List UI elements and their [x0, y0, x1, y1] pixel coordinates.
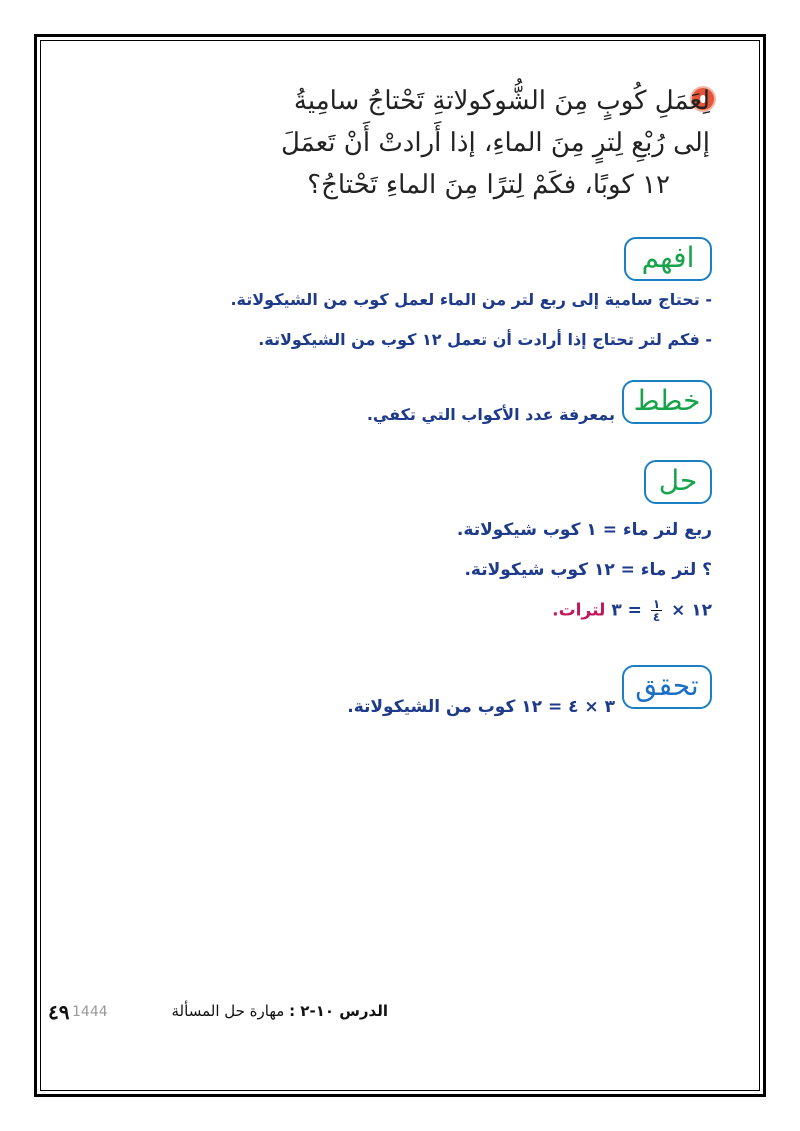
check-text: ٣ × ٤ = ١٢ كوب من الشيكولاتة. [347, 697, 615, 717]
footer-lesson [172, 1002, 388, 1020]
fraction-denominator: ٤ [652, 610, 661, 624]
check-label: تحقق [622, 665, 712, 709]
solve-line-2: ؟ لتر ماء = ١٢ كوب شيكولاتة. [464, 560, 712, 580]
fraction-quarter [651, 598, 662, 623]
page-footer [48, 1000, 388, 1026]
footer-lesson-number: الدرس ١٠-٢ : [289, 1002, 388, 1020]
footer-ghost-number: 1444 [72, 1004, 108, 1020]
plan-label: خطط [622, 380, 712, 424]
solve-line-1: ربع لتر ماء = ١ كوب شيكولاتة. [456, 520, 712, 540]
equation-left: ١٢ × [671, 600, 712, 621]
solve-equation [312, 598, 712, 623]
plan-text: بمعرفة عدد الأكواب التي تكفي. [366, 405, 615, 424]
fraction-numerator: ١ [652, 597, 661, 611]
solve-label: حل [644, 460, 712, 504]
problem-line-2: إلى رُبْعِ لِترٍ مِنَ الماءِ، إذا أَرادتْ أَنْ تَعمَلَ [280, 128, 710, 158]
footer-lesson-title: مهارة حل المسألة [171, 1002, 285, 1020]
understand-point-1: - تحتاج سامية إلى ربع لتر من الماء لعمل كوب من الشيكولاتة. [230, 290, 712, 309]
page-number: ٤٩ [48, 1000, 70, 1024]
equation-answer-unit: لترات. [552, 600, 606, 621]
problem-line-1: لِعَمَلِ كُوبٍ مِنَ الشُّوكولاتةِ تَحْتاجُ سامِيةُ [293, 86, 710, 116]
understand-label: افهم [624, 237, 712, 281]
problem-statement [230, 80, 710, 206]
problem-line-3: ١٢ كوبًا، فكَمْ لِترًا مِنَ الماءِ تَحْتاجُ؟ [307, 170, 670, 200]
equation-result: = ٣ [611, 600, 642, 621]
understand-point-2: - فكم لتر تحتاج إذا أرادت أن تعمل ١٢ كوب من الشيكولاتة. [258, 330, 712, 349]
